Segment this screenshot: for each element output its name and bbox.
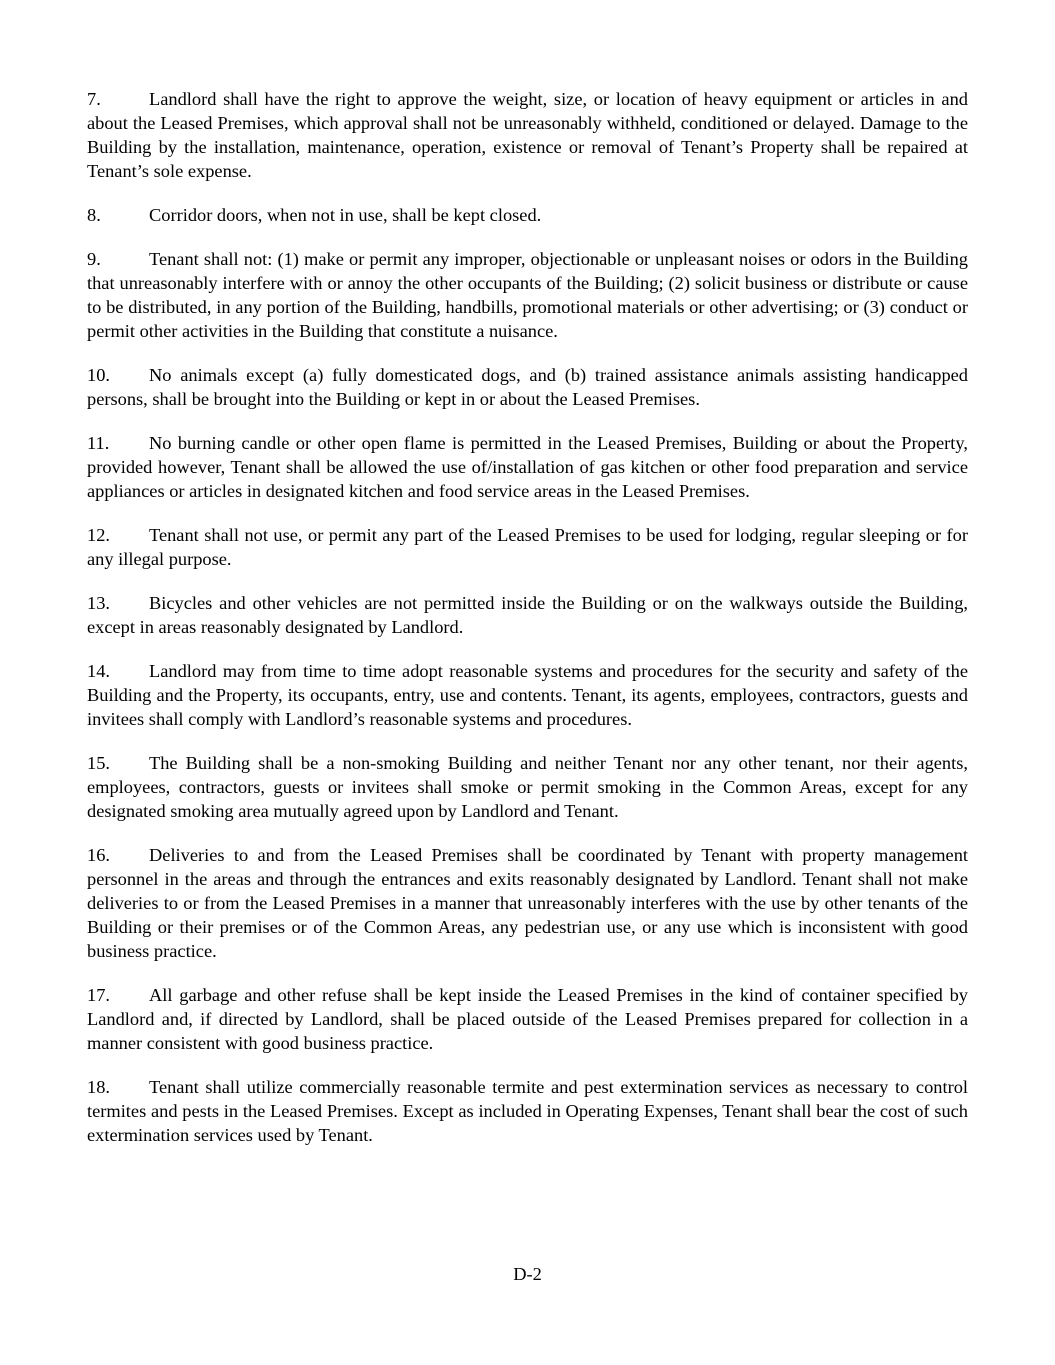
paragraph-number: 9. <box>87 249 101 269</box>
paragraph-text: Landlord shall have the right to approve the weight, size, or location of heavy equipment or articles in and about the Leased Premises, which approval shall not be unreasonably withheld, conditioned or delayed. Damage to the Building by the installation, maintenance, operation, existence or removal of Tenant’s Property shall be repaired at Tenant’s sole expense. <box>87 89 968 181</box>
paragraph-text: Landlord may from time to time adopt reasonable systems and procedures for the security and safety of the Building and the Property, its occupants, entry, use and contents. Tenant, its agents, employees, contractors, guests and invitees shall comply with Landlord’s reasonable systems and procedures. <box>87 661 968 729</box>
rule-paragraph-13 <box>87 591 968 639</box>
paragraph-text: No animals except (a) fully domesticated dogs, and (b) trained assistance animals assisting handicapped persons, shall be brought into the Building or kept in or about the Leased Premises. <box>87 365 968 409</box>
paragraph-number: 11. <box>87 433 110 453</box>
paragraph-text: Tenant shall not use, or permit any part of the Leased Premises to be used for lodging, regular sleeping or for any illegal purpose. <box>87 525 968 569</box>
paragraph-text: The Building shall be a non-smoking Building and neither Tenant nor any other tenant, nor their agents, employees, contractors, guests or invitees shall smoke or permit smoking in the Common Areas, except for any designated smoking area mutually agreed upon by Landlord and Tenant. <box>87 753 968 821</box>
rule-paragraph-12 <box>87 523 968 571</box>
paragraph-text: Bicycles and other vehicles are not permitted inside the Building or on the walkways outside the Building, except in areas reasonably designated by Landlord. <box>87 593 968 637</box>
rule-paragraph-10 <box>87 363 968 411</box>
paragraph-text: Tenant shall not: (1) make or permit any improper, objectionable or unpleasant noises or odors in the Building that unreasonably interfere with or annoy the other occupants of the Building; (2) solicit business or distribute or cause to be distributed, in any portion of the Building, handbills, promotional materials or other advertising; or (3) conduct or permit other activities in the Building that constitute a nuisance. <box>87 249 968 341</box>
rule-paragraph-8 <box>87 203 968 227</box>
paragraph-number: 16. <box>87 845 110 865</box>
document-body <box>87 87 968 1167</box>
paragraph-number: 8. <box>87 205 101 225</box>
paragraph-text: Corridor doors, when not in use, shall be kept closed. <box>149 205 542 225</box>
rule-paragraph-7 <box>87 87 968 183</box>
rule-paragraph-16 <box>87 843 968 963</box>
rule-paragraph-9 <box>87 247 968 343</box>
rule-paragraph-15 <box>87 751 968 823</box>
paragraph-text: All garbage and other refuse shall be kept inside the Leased Premises in the kind of container specified by Landlord and, if directed by Landlord, shall be placed outside of the Leased Premises prepared for collection in a manner consistent with good business practice. <box>87 985 968 1053</box>
paragraph-number: 15. <box>87 753 110 773</box>
paragraph-text: Tenant shall utilize commercially reasonable termite and pest extermination services as necessary to control termites and pests in the Leased Premises. Except as included in Operating Expenses, Tenant shall bear the cost of such extermination services used by Tenant. <box>87 1077 968 1145</box>
paragraph-number: 13. <box>87 593 110 613</box>
paragraph-number: 18. <box>87 1077 110 1097</box>
paragraph-number: 10. <box>87 365 110 385</box>
rule-paragraph-11 <box>87 431 968 503</box>
rule-paragraph-14 <box>87 659 968 731</box>
page-number: D-2 <box>513 1264 542 1284</box>
rule-paragraph-17 <box>87 983 968 1055</box>
paragraph-number: 14. <box>87 661 110 681</box>
paragraph-text: Deliveries to and from the Leased Premises shall be coordinated by Tenant with property management personnel in the areas and through the entrances and exits reasonably designated by Landlord. Tenant shall not make deliveries to or from the Leased Premises in a manner that unreasonably interferes with the use by other tenants of the Building or their premises or of the Common Areas, any pedestrian use, or any use which is inconsistent with good business practice. <box>87 845 968 961</box>
paragraph-number: 12. <box>87 525 110 545</box>
paragraph-number: 7. <box>87 89 101 109</box>
paragraph-number: 17. <box>87 985 110 1005</box>
paragraph-text: No burning candle or other open flame is permitted in the Leased Premises, Building or about the Property, provided however, Tenant shall be allowed the use of/installation of gas kitchen or other food preparation and service appliances or articles in designated kitchen and food service areas in the Leased Premises. <box>87 433 968 501</box>
rule-paragraph-18 <box>87 1075 968 1147</box>
